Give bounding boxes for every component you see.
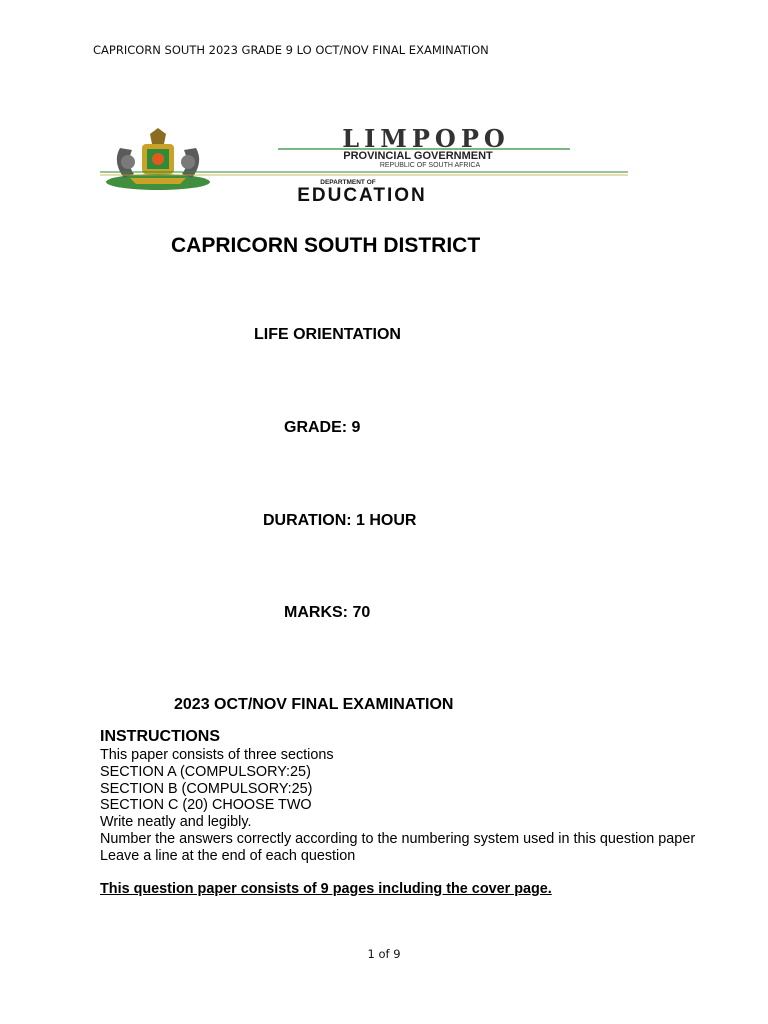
logo-department-of-text: DEPARTMENT OF	[320, 179, 376, 186]
logo-education-text: EDUCATION	[297, 185, 427, 206]
running-header: CAPRICORN SOUTH 2023 GRADE 9 LO OCT/NOV FINAL EXAMINATION	[93, 43, 489, 57]
instruction-line: Leave a line at the end of each question	[100, 847, 356, 864]
district-title: CAPRICORN SOUTH DISTRICT	[171, 234, 481, 257]
instruction-line: Write neatly and legibly.	[100, 814, 252, 831]
subject-title: LIFE ORIENTATION	[254, 326, 401, 343]
grade-label: GRADE: 9	[284, 419, 361, 436]
instructions-list	[100, 747, 760, 865]
logo-republic-text: REPUBLIC OF SOUTH AFRICA	[379, 162, 481, 169]
marks-label: MARKS: 70	[284, 604, 371, 621]
duration-label: DURATION: 1 HOUR	[263, 512, 417, 529]
page-count-note: This question paper consists of 9 pages including the cover page.	[100, 881, 552, 897]
page-number: 1 of 9	[367, 947, 401, 961]
logo-province-text: LIMPOPO	[342, 124, 510, 153]
instruction-line: This paper consists of three sections	[100, 747, 334, 763]
logo-government-text: PROVINCIAL GOVERNMENT	[343, 150, 493, 162]
exam-title: 2023 OCT/NOV FINAL EXAMINATION	[174, 696, 454, 713]
instruction-line: SECTION A (COMPULSORY:25)	[100, 763, 311, 780]
instruction-line: Number the answers correctly according to the numbering system used in this question paper	[100, 830, 696, 847]
coat-of-arms-icon	[106, 128, 210, 190]
instructions-heading: INSTRUCTIONS	[100, 728, 220, 745]
limpopo-education-logo	[100, 124, 628, 208]
instruction-line: SECTION C (20) CHOOSE TWO	[100, 797, 312, 814]
instruction-line: SECTION B (COMPULSORY:25)	[100, 780, 313, 797]
